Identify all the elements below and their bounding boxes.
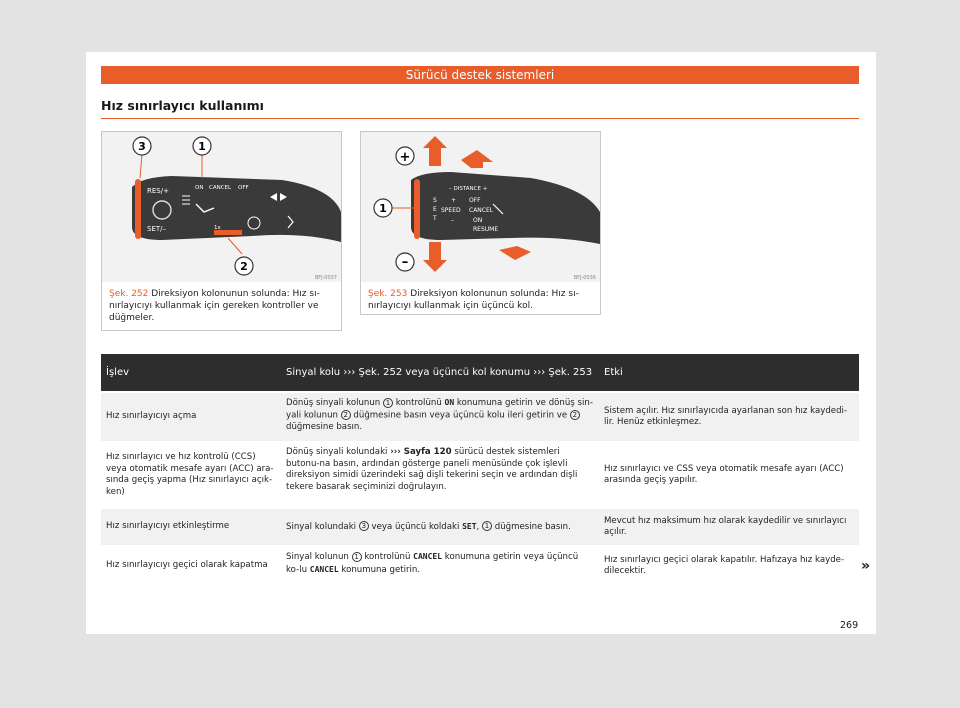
callout-2 xyxy=(235,257,253,275)
svg-text:+: + xyxy=(399,150,411,165)
row-signal: Sinyal kolunun 1 kontrolünü CANCEL konumuna getirin veya üçüncü ko-lu CANCEL konumuna getirin. xyxy=(281,546,599,586)
svg-text:RESUME: RESUME xyxy=(473,226,499,233)
header-signal: Sinyal kolu ››› Şek. 252 veya üçüncü kol konumu ››› Şek. 253 xyxy=(281,354,599,392)
row-effect: Hız sınırlayıcı geçici olarak kapatılır. Hafızaya hız kayde-dilecektir. xyxy=(599,546,859,586)
row-signal: Dönüş sinyali kolundaki ››› Sayfa 120 sürücü destek sistemleri butonu-na basın, ardından gösterge paneli menüsünde çok işlevli direksiyon simidi üzerindeki sağ dişli tekerini seçin ve ardından dişli tekere basarak seçiminizi doğrulayın. xyxy=(281,442,599,508)
row-function: Hız sınırlayıcıyı etkinleştirme xyxy=(101,508,281,546)
plus-marker xyxy=(396,147,414,165)
table-header-row xyxy=(101,354,859,392)
set-label: SET/– xyxy=(147,225,167,233)
figure-code: BFJ-0036 xyxy=(573,275,596,281)
page-number: 269 xyxy=(840,620,859,631)
function-table xyxy=(101,354,859,587)
figure-253 xyxy=(360,131,601,315)
figure-caption xyxy=(109,288,335,324)
header-function: İşlev xyxy=(101,354,281,392)
onex-label: 1x xyxy=(214,225,221,231)
svg-text:–: – xyxy=(401,255,409,270)
caption-text: Direksiyon kolonunun solunda: Hız sı-nırlayıcıyı kullanmak için üçüncü kol. xyxy=(368,289,579,311)
stalk-controls-illustration xyxy=(102,132,341,282)
section-title: Hız sınırlayıcı kullanımı xyxy=(101,98,264,113)
svg-text:2: 2 xyxy=(240,260,248,273)
svg-text:OFF: OFF xyxy=(469,197,481,204)
row-function: Hız sınırlayıcıyı açma xyxy=(101,392,281,442)
row-effect: Sistem açılır. Hız sınırlayıcıda ayarlanan son hız kaydedi-lir. Henüz etkinleşmez. xyxy=(599,392,859,442)
cancel-label: CANCEL xyxy=(209,185,232,191)
res-label: RES/+ xyxy=(147,187,169,195)
off-label: OFF xyxy=(238,185,249,191)
svg-text:T: T xyxy=(433,215,437,222)
svg-text:S: S xyxy=(433,197,437,204)
distance-label: – DISTANCE + xyxy=(449,186,488,192)
figure-252 xyxy=(101,131,342,331)
caption-label: Şek. 252 xyxy=(109,289,149,299)
row-signal: Sinyal kolundaki 3 veya üçüncü koldaki SET, 1 düğmesine basın. xyxy=(281,508,599,546)
continue-marker: » xyxy=(861,558,871,574)
third-lever-illustration xyxy=(361,132,600,282)
svg-text:1: 1 xyxy=(379,202,387,215)
row-function: Hız sınırlayıcı ve hız kontrolü (CCS) veya otomatik mesafe ayarı (ACC) ara-sında geçiş yapma (Hız sınırlayıcı açık-ken) xyxy=(101,442,281,508)
page-reference-link[interactable]: ››› Sayfa 120 xyxy=(390,447,452,457)
svg-text:E: E xyxy=(433,206,437,213)
minus-marker xyxy=(396,253,414,271)
header-effect: Etki xyxy=(599,354,859,392)
svg-text:+: + xyxy=(451,197,457,204)
callout-1 xyxy=(374,199,392,217)
caption-label: Şek. 253 xyxy=(368,289,408,299)
figure-code: BFJ-0037 xyxy=(314,275,337,281)
svg-text:1: 1 xyxy=(198,140,206,153)
on-label: ON xyxy=(195,185,204,191)
table-row xyxy=(101,442,859,508)
row-function: Hız sınırlayıcıyı geçici olarak kapatma xyxy=(101,546,281,586)
row-effect: Mevcut hız maksimum hız olarak kaydedilir ve sınırlayıcı açılır. xyxy=(599,508,859,546)
figure-caption xyxy=(368,288,594,312)
table-row xyxy=(101,508,859,546)
svg-text:CANCEL: CANCEL xyxy=(469,207,494,214)
speed-label: SPEED xyxy=(441,207,461,214)
row-signal: Dönüş sinyali kolunun 1 kontrolünü ON konumuna getirin ve dönüş sin-yali kolunun 2 düğmesine basın veya üçüncü kolu ileri getirin ve 2 düğmesine basın. xyxy=(281,392,599,442)
table-row xyxy=(101,392,859,442)
chapter-header: Sürücü destek sistemleri xyxy=(101,66,859,84)
table-row xyxy=(101,546,859,586)
section-divider xyxy=(101,118,859,119)
callout-3 xyxy=(133,137,151,155)
svg-text:–: – xyxy=(451,217,454,224)
svg-text:3: 3 xyxy=(138,140,146,153)
callout-1 xyxy=(193,137,211,155)
svg-text:ON: ON xyxy=(473,217,483,224)
row-effect: Hız sınırlayıcı ve CSS veya otomatik mesafe ayarı (ACC) arasında geçiş yapılır. xyxy=(599,442,859,508)
caption-text: Direksiyon kolonunun solunda: Hız sı-nırlayıcıyı kullanmak için gereken kontroller ve düğmeler. xyxy=(109,289,320,323)
